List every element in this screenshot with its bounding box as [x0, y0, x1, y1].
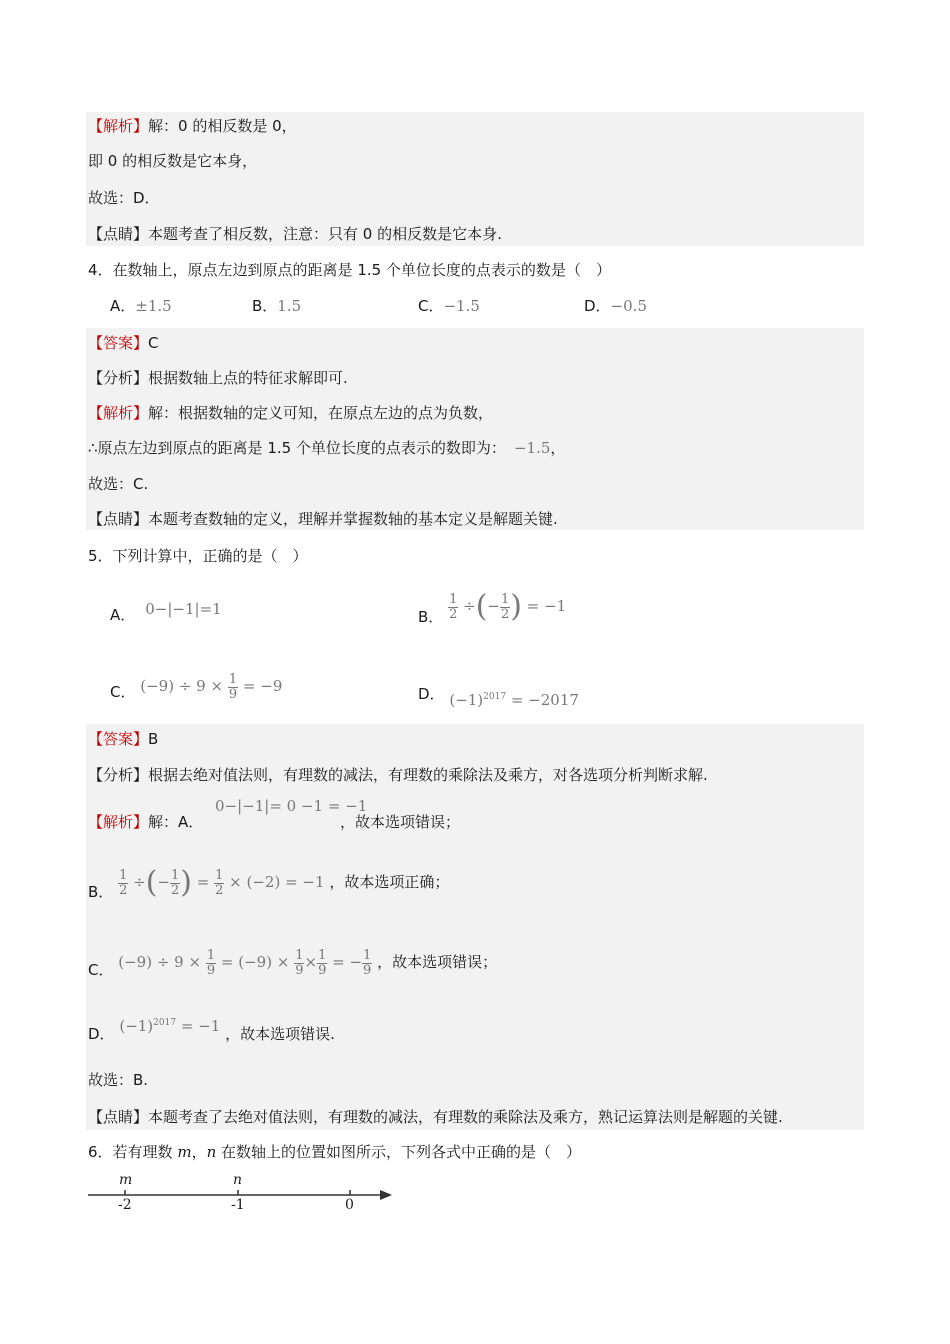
q5-answer: B [148, 730, 159, 748]
q6-sep: ， [191, 1143, 207, 1161]
q5-option-d [418, 680, 579, 709]
q4-option-c [418, 295, 480, 317]
q5-jiexi-d [88, 1017, 335, 1045]
jiexi-tag: 【解析】 [88, 813, 149, 831]
tick-label: 0 [345, 1197, 354, 1213]
q4-option-b [252, 295, 301, 317]
option-value: 1.5 [277, 297, 302, 315]
q3-line2: 即 0 的相反数是它本身， [88, 152, 258, 170]
var-n: n [206, 1143, 217, 1161]
q5-jiexi-d-math: $(-1)^{2017} = -1$ [119, 1017, 221, 1035]
q5-jiexi-b [88, 857, 449, 908]
axis-arrow-icon [380, 1190, 392, 1200]
jiexi-tag: 【解析】 [88, 404, 149, 422]
q5-answer-line [88, 728, 158, 750]
q5-jiexi-a-pre: 解：A． [148, 813, 204, 831]
q5-jiexi-b-post: ，故本选项正确； [329, 873, 450, 891]
q4-jiexi-line2 [88, 437, 565, 459]
option-value: −0.5 [610, 297, 647, 315]
q4-fenxi-line [88, 367, 348, 389]
option-label: B． [252, 297, 278, 315]
q5-jiexi-b-label: B． [88, 883, 114, 901]
tick-label: -2 [118, 1197, 132, 1213]
q5-choose: 故选：B. [88, 1071, 149, 1089]
q4-fenxi-text: 根据数轴上点的特征求解即可. [148, 369, 348, 387]
dianjing-tag: 【点睛】 [88, 1108, 149, 1126]
q5-jiexi-a-math: 0−|−1|= 0 −1 = −1 [215, 797, 368, 815]
q5-jiexi-c [88, 940, 497, 984]
q5-jiexi-c-math: (−9) ÷ 9 × $\frac{1}{9}$ = (−9) × $\frac{1}{9}$ × $\frac{1}{9}$ = − $\frac{1}{9}$ [118, 947, 372, 978]
jiexi-tag: 【解析】 [88, 117, 149, 135]
option-label: D． [418, 685, 445, 703]
q4-choose: 故选：C. [88, 475, 149, 493]
q4-dianjing-line [88, 508, 558, 530]
q3-jiexi-line [88, 115, 297, 137]
q4-option-a [110, 295, 172, 317]
q4-jiexi2-text: ∴原点左边到原点的距离是 1.5 个单位长度的点表示的数即为： [88, 439, 506, 457]
axis-label-n: n [233, 1172, 243, 1188]
fenxi-tag: 【分析】 [88, 766, 149, 784]
q6-stem-pre: 6．若有理数 [88, 1143, 173, 1161]
q5-jiexi-c-post: ，故本选项错误； [377, 953, 498, 971]
option-label: C． [418, 297, 444, 315]
q4-jiexi2-end: ， [550, 439, 566, 457]
option-label: B． [418, 607, 444, 626]
q4-jiexi-line [88, 402, 493, 424]
q5-jiexi-b-math: $\frac{1}{2}$ ÷(− $\frac{1}{2}$ ) = $\frac{1}{2}$ × (−2) = −1 [119, 865, 325, 900]
q5-dianjing-text: 本题考查了去绝对值法则，有理数的减法，有理数的乘除法及乘方，熟记运算法则是解题的关键. [148, 1108, 783, 1126]
var-m: m [177, 1143, 192, 1161]
q3-dianjing-text: 本题考查了相反数，注意：只有 0 的相反数是它本身. [148, 225, 502, 243]
q4-answer: C [148, 334, 159, 352]
q5-jiexi-c-label: C． [88, 961, 114, 979]
q5-option-b [418, 578, 566, 635]
q4-dianjing-text: 本题考查数轴的定义，理解并掌握数轴的基本定义是解题关键. [148, 510, 558, 528]
dianjing-tag: 【点睛】 [88, 510, 149, 528]
fenxi-tag: 【分析】 [88, 369, 149, 387]
q5-stem: 5．下列计算中，正确的是（ ） [88, 547, 308, 565]
q6-stem [88, 1141, 581, 1163]
q5-jiexi-a [88, 811, 203, 833]
axis-label-m: m [119, 1172, 133, 1188]
q5-fenxi-line [88, 764, 708, 786]
q4-stem: 4．在数轴上，原点左边到原点的距离是 1.5 个单位长度的点表示的数是（ ） [88, 261, 611, 279]
q5-option-c [110, 664, 282, 708]
q5-jiexi-a-post: ，故本选项错误； [340, 813, 461, 831]
option-label: A． [110, 297, 136, 315]
q5-jiexi-d-post: ，故本选项错误. [225, 1025, 335, 1043]
option-math: $(-1)^{2017} = -2017$ [449, 691, 579, 709]
q5-fenxi-text: 根据去绝对值法则，有理数的减法，有理数的乘除法及乘方，对各选项分析判断求解. [148, 766, 708, 784]
option-label: A． [110, 606, 136, 624]
q4-answer-line [88, 332, 159, 354]
q4-jiexi2-math: −1.5 [513, 439, 551, 457]
option-value: −1.5 [443, 297, 480, 315]
answer-tag: 【答案】 [88, 730, 149, 748]
dianjing-tag: 【点睛】 [88, 225, 149, 243]
answer-tag: 【答案】 [88, 334, 149, 352]
q4-jiexi-text: 解：根据数轴的定义可知，在原点左边的点为负数， [148, 404, 494, 422]
q5-option-a [110, 600, 222, 626]
q4-solution-panel [86, 328, 864, 530]
q5-jiexi-d-label: D． [88, 1025, 115, 1043]
q3-jiexi-text: 解：0 的相反数是 0， [148, 117, 297, 135]
option-math: (−9) ÷ 9 × $\frac{1}{9}$ = −9 [140, 671, 283, 702]
q4-option-d [584, 295, 647, 317]
option-label: D． [584, 297, 611, 315]
q3-line3: 故选：D． [88, 189, 160, 207]
option-value: ±1.5 [135, 297, 172, 315]
option-label: C． [110, 683, 136, 701]
option-math: 0−|−1|=1 [145, 600, 222, 618]
tick-label: -1 [231, 1197, 245, 1213]
option-math: $\frac{1}{2}$ ÷(− $\frac{1}{2}$ ) = −1 [449, 589, 567, 624]
q5-dianjing-line [88, 1106, 783, 1128]
q3-dianjing-line [88, 223, 502, 245]
q6-stem-post: 在数轴上的位置如图所示，下列各式中正确的是（ ） [221, 1143, 582, 1161]
